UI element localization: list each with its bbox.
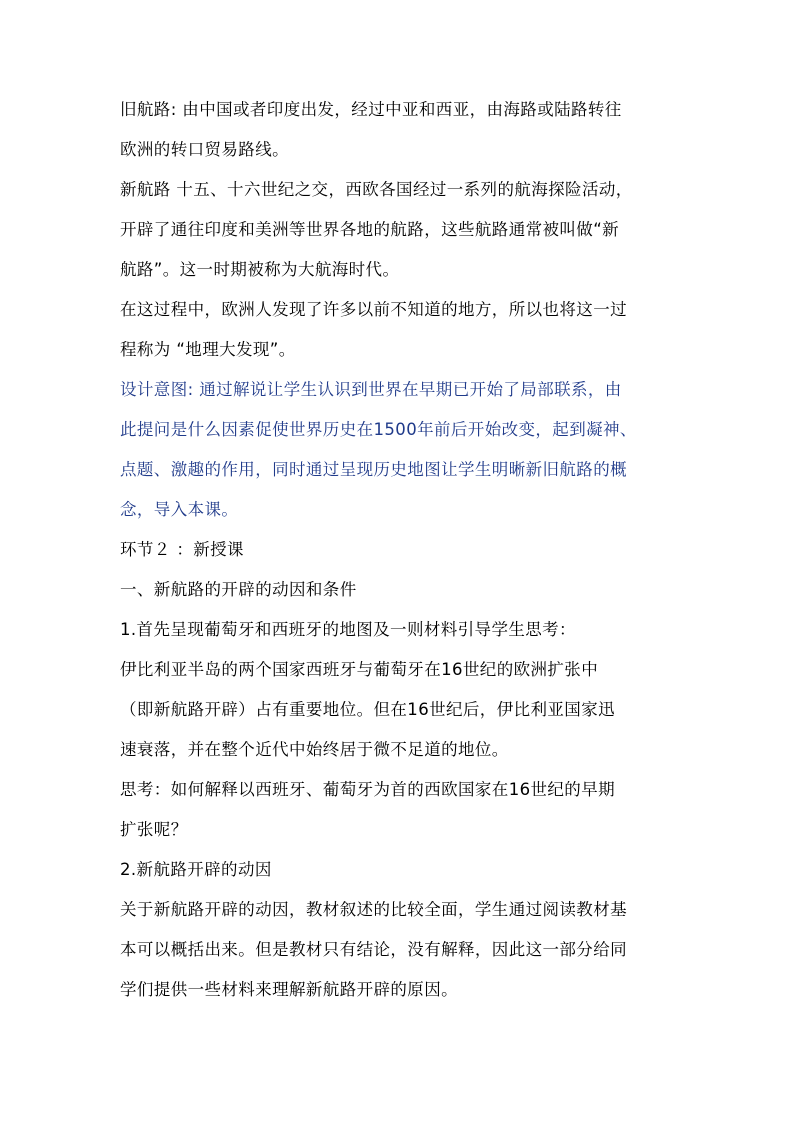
text-line: 关于新航路开辟的动因，教材叙述的比较全面，学生通过阅读教材基 (120, 900, 627, 919)
text-line: 1.首先呈现葡萄牙和西班牙的地图及一则材料引导学生思考： (120, 620, 576, 639)
paragraph-old-route (120, 90, 680, 170)
text-line: 环节２ ：新授课 (120, 540, 244, 559)
text-line: 2.新航路开辟的动因 (120, 860, 272, 879)
text-line: 本可以概括出来。但是教材只有结论，没有解释，因此这一部分给同 (120, 940, 627, 959)
paragraph-discovery (120, 290, 680, 370)
text-line: 欧洲的转口贸易路线。 (120, 140, 289, 159)
text-line: 思考：如何解释以西班牙、葡萄牙为首的西欧国家在16世纪的早期 (120, 780, 615, 799)
list-item-2 (120, 850, 680, 890)
text-line: 伊比利亚半岛的两个国家西班牙与葡萄牙在16世纪的欧洲扩张中 (120, 660, 599, 679)
paragraph-think (120, 770, 680, 850)
text-line: 学们提供一些材料来理解新航路开辟的原因。 (120, 980, 458, 999)
text-line: 念，导入本课。 (120, 500, 239, 519)
text-line: 点题、激趣的作用，同时通过呈现历史地图让学生明晰新旧航路的概 (120, 460, 627, 479)
text-line: 扩张呢？ (120, 820, 188, 839)
subheading-motives-conditions (120, 570, 680, 610)
section-heading-2 (120, 530, 680, 570)
text-line: 速衰落，并在整个近代中始终居于微不足道的地位。 (120, 740, 509, 759)
paragraph-iberia (120, 650, 680, 770)
document-body (120, 90, 680, 1010)
paragraph-motives (120, 890, 680, 1010)
paragraph-design-intent (120, 370, 680, 530)
text-line: 旧航路: 由中国或者印度出发，经过中亚和西亚，由海路或陆路转往 (120, 100, 622, 119)
text-line: 新航路 十五、十六世纪之交，西欧各国经过一系列的航海探险活动， (120, 180, 633, 199)
text-line: 设计意图: 通过解说让学生认识到世界在早期已开始了局部联系，由 (120, 380, 622, 399)
text-line: 一、新航路的开辟的动因和条件 (120, 580, 357, 599)
paragraph-new-route (120, 170, 680, 290)
text-line: （即新航路开辟）占有重要地位。但在16世纪后，伊比利亚国家迅 (120, 700, 615, 719)
list-item-1 (120, 610, 680, 650)
text-line: 航路”。这一时期被称为大航海时代。 (120, 260, 400, 279)
text-line: 此提问是什么因素促使世界历史在1500年前后开始改变，起到凝神、 (120, 420, 637, 439)
text-line: 在这过程中，欧洲人发现了许多以前不知道的地方，所以也将这一过 (120, 300, 627, 319)
text-line: 程称为 “地理大发现”。 (120, 340, 296, 359)
text-line: 开辟了通往印度和美洲等世界各地的航路，这些航路通常被叫做“新 (120, 220, 620, 239)
